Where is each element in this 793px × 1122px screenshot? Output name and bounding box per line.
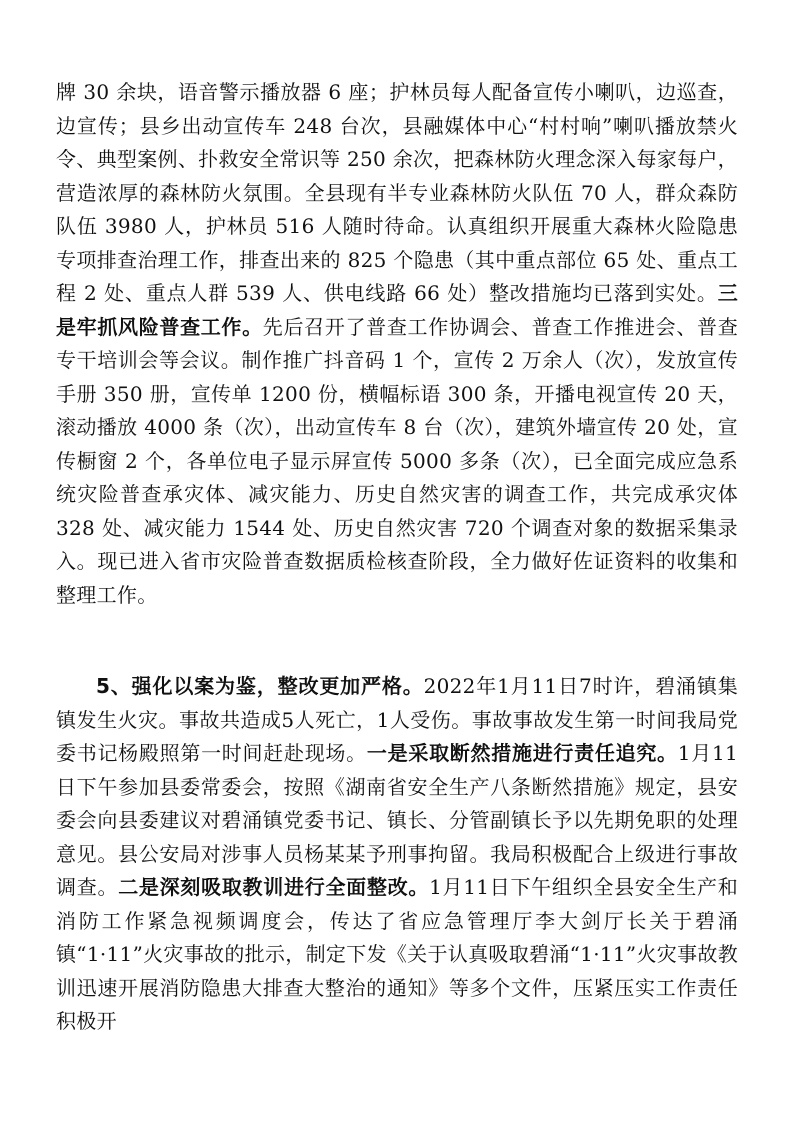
paragraph-2-text-a: 2022年1月11日7时许，碧涌镇集镇发生火灾。事故共造成5人死亡，1人受伤。事故事故发生第一时间我局党委书记杨殿照第一时间赶赴现场。: [56, 674, 738, 765]
heading-inline-1-accountability: 一是采取断然措施进行责任追究。: [366, 741, 678, 765]
body-paragraph-2: [56, 670, 738, 1039]
paragraph-2-text-c: 1月11日下午组织全县安全生产和消防工作紧急视频调度会，传达了省应急管理厅李大剑厅长关于碧涌镇“1·11”火灾事故的批示，制定下发《关于认真吸取碧涌“1·11”火灾事故教训迅速开展消防隐患大排查大整治的通知》等多个文件，压紧压实工作责任积极开: [56, 875, 739, 1033]
paragraph-1-text-b: 先后召开了普查工作协调会、普查工作推进会、普查专干培训会等会议。制作推广抖音码 1 个，宣传 2 万余人（次），发放宣传手册 350 册，宣传单 1200 份，横幅标语 300 条，开播电视宣传 20 天，滚动播放 4000 条（次），出动宣传车 8 台（次），建筑外墙宣传 20 处，宣传橱窗 2 个，各单位电子显示屏宣传 5000 多条（次），已全面完成应急系统灾险普查承灾体、减灾能力、历史自然灾害的调查工作，共完成承灾体 328 处、减灾能力 1544 处、历史自然灾害 720 个调查对象的数据采集录入。现已进入省市灾险普查数据质检核查阶段，全力做好佐证资料的收集和整理工作。: [56, 314, 738, 607]
paragraph-1-text-a: 牌 30 余块，语音警示播放器 6 座；护林员每人配备宣传小喇叭，边巡查，边宣传；县乡出动宣传车 248 台次，县融媒体中心“村村响”喇叭播放禁火令、典型案例、扑救安全常识等 250 余次，把森林防火理念深入每家每户，营造浓厚的森林防火氛围。全县现有半专业森林防火队伍 70 人，群众森防队伍 3980 人，护林员 516 人随时待命。认真组织开展重大森林火险隐患专项排查治理工作，排查出来的 825 个隐患（其中重点部位 65 处、重点工程 2 处、重点人群 539 人、供电线路 66 处）整改措施均已落到实处。: [56, 80, 738, 305]
heading-inline-2-rectification: 二是深刻吸取教训进行全面整改。: [118, 875, 430, 899]
body-paragraph-1: [56, 76, 738, 612]
heading-inline-3-risk-survey: 三是牢抓风险普查工作。: [56, 281, 738, 339]
paragraph-2-text-b: 1月11日下午参加县委常委会，按照《湖南省安全生产八条断然措施》规定，县安委会向县委建议对碧涌镇党委书记、镇长、分管副镇长予以先期免职的处理意见。县公安局对涉事人员杨某某予刑事拘留。我局积极配合上级进行事故调查。: [56, 741, 739, 899]
section-heading-5: 5、强化以案为鉴，整改更加严格。: [96, 674, 424, 698]
